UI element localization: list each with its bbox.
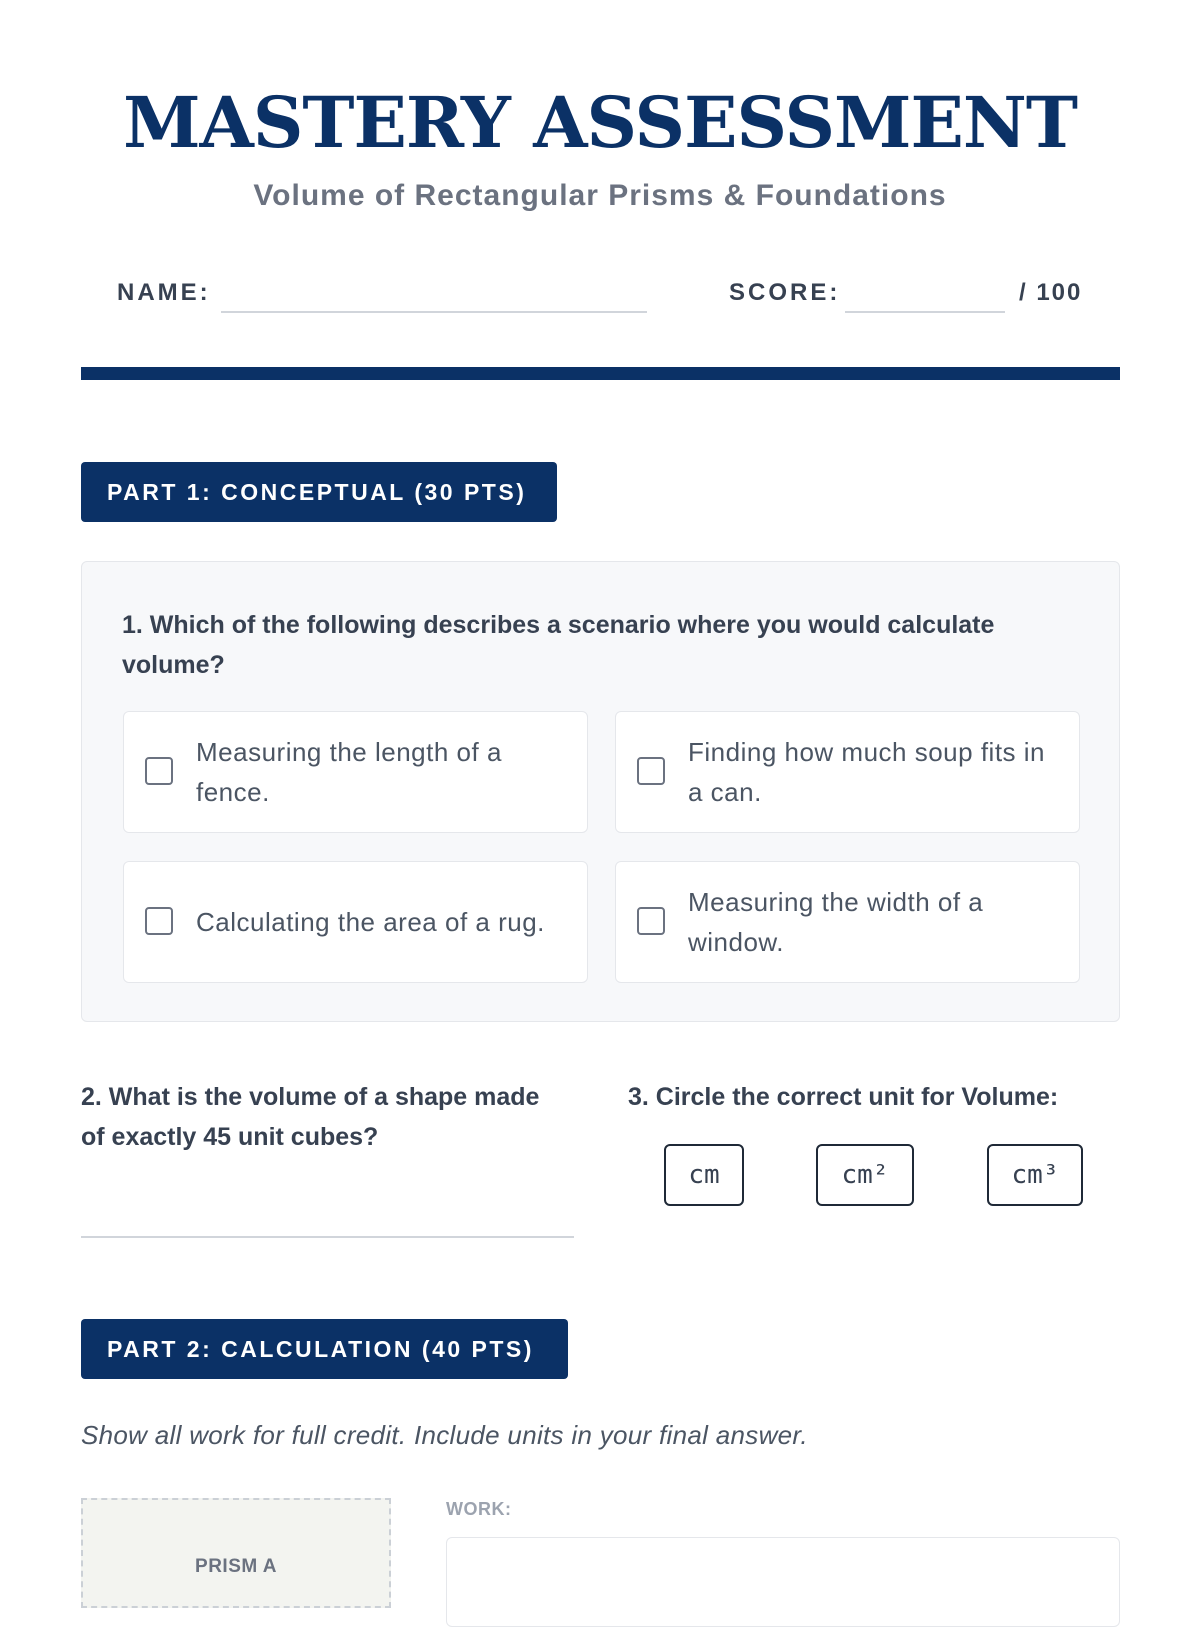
q1-option-a[interactable]	[123, 711, 588, 833]
option-label: Finding how much soup fits in a can.	[688, 737, 1046, 807]
unit-option-cm2[interactable]: cm²	[816, 1144, 914, 1206]
q1-option-d[interactable]	[615, 861, 1080, 983]
checkbox[interactable]	[637, 757, 665, 785]
q1-option-c[interactable]	[123, 861, 588, 983]
prism-a-figure	[81, 1498, 391, 1608]
part2-header: PART 2: CALCULATION (40 PTS)	[81, 1319, 568, 1379]
score-label: SCORE:	[729, 279, 841, 306]
work-area[interactable]	[446, 1537, 1120, 1627]
page-title: MASTERY ASSESSMENT	[123, 81, 1077, 164]
option-label: Measuring the width of a window.	[688, 887, 984, 957]
checkbox[interactable]	[145, 907, 173, 935]
checkbox[interactable]	[145, 757, 173, 785]
work-label: WORK:	[446, 1499, 512, 1519]
checkbox[interactable]	[637, 907, 665, 935]
unit-option-cm3[interactable]: cm³	[987, 1144, 1083, 1206]
question-2-answer-line[interactable]	[81, 1236, 574, 1238]
question-1-panel	[81, 561, 1120, 1022]
q1-option-b[interactable]	[615, 711, 1080, 833]
option-label: Calculating the area of a rug.	[196, 907, 545, 937]
name-field[interactable]	[221, 311, 647, 313]
unit-option-cm[interactable]: cm	[664, 1144, 744, 1206]
name-label: NAME:	[117, 279, 211, 306]
score-field[interactable]	[845, 311, 1005, 313]
score-total: / 100	[1019, 279, 1083, 306]
page-subtitle: Volume of Rectangular Prisms & Foundations	[253, 179, 947, 212]
prism-a-label: PRISM A	[195, 1556, 277, 1577]
question-2-text: 2. What is the volume of a shape made of exactly 45 unit cubes?	[81, 1083, 540, 1151]
part2-instructions: Show all work for full credit. Include units in your final answer.	[81, 1420, 808, 1450]
question-1-text: 1. Which of the following describes a scenario where you would calculate volume?	[122, 611, 995, 679]
question-3-text: 3. Circle the correct unit for Volume:	[628, 1083, 1059, 1111]
option-label: Measuring the length of a fence.	[196, 737, 502, 807]
part1-header: PART 1: CONCEPTUAL (30 PTS)	[81, 462, 557, 522]
header-divider	[81, 367, 1120, 380]
